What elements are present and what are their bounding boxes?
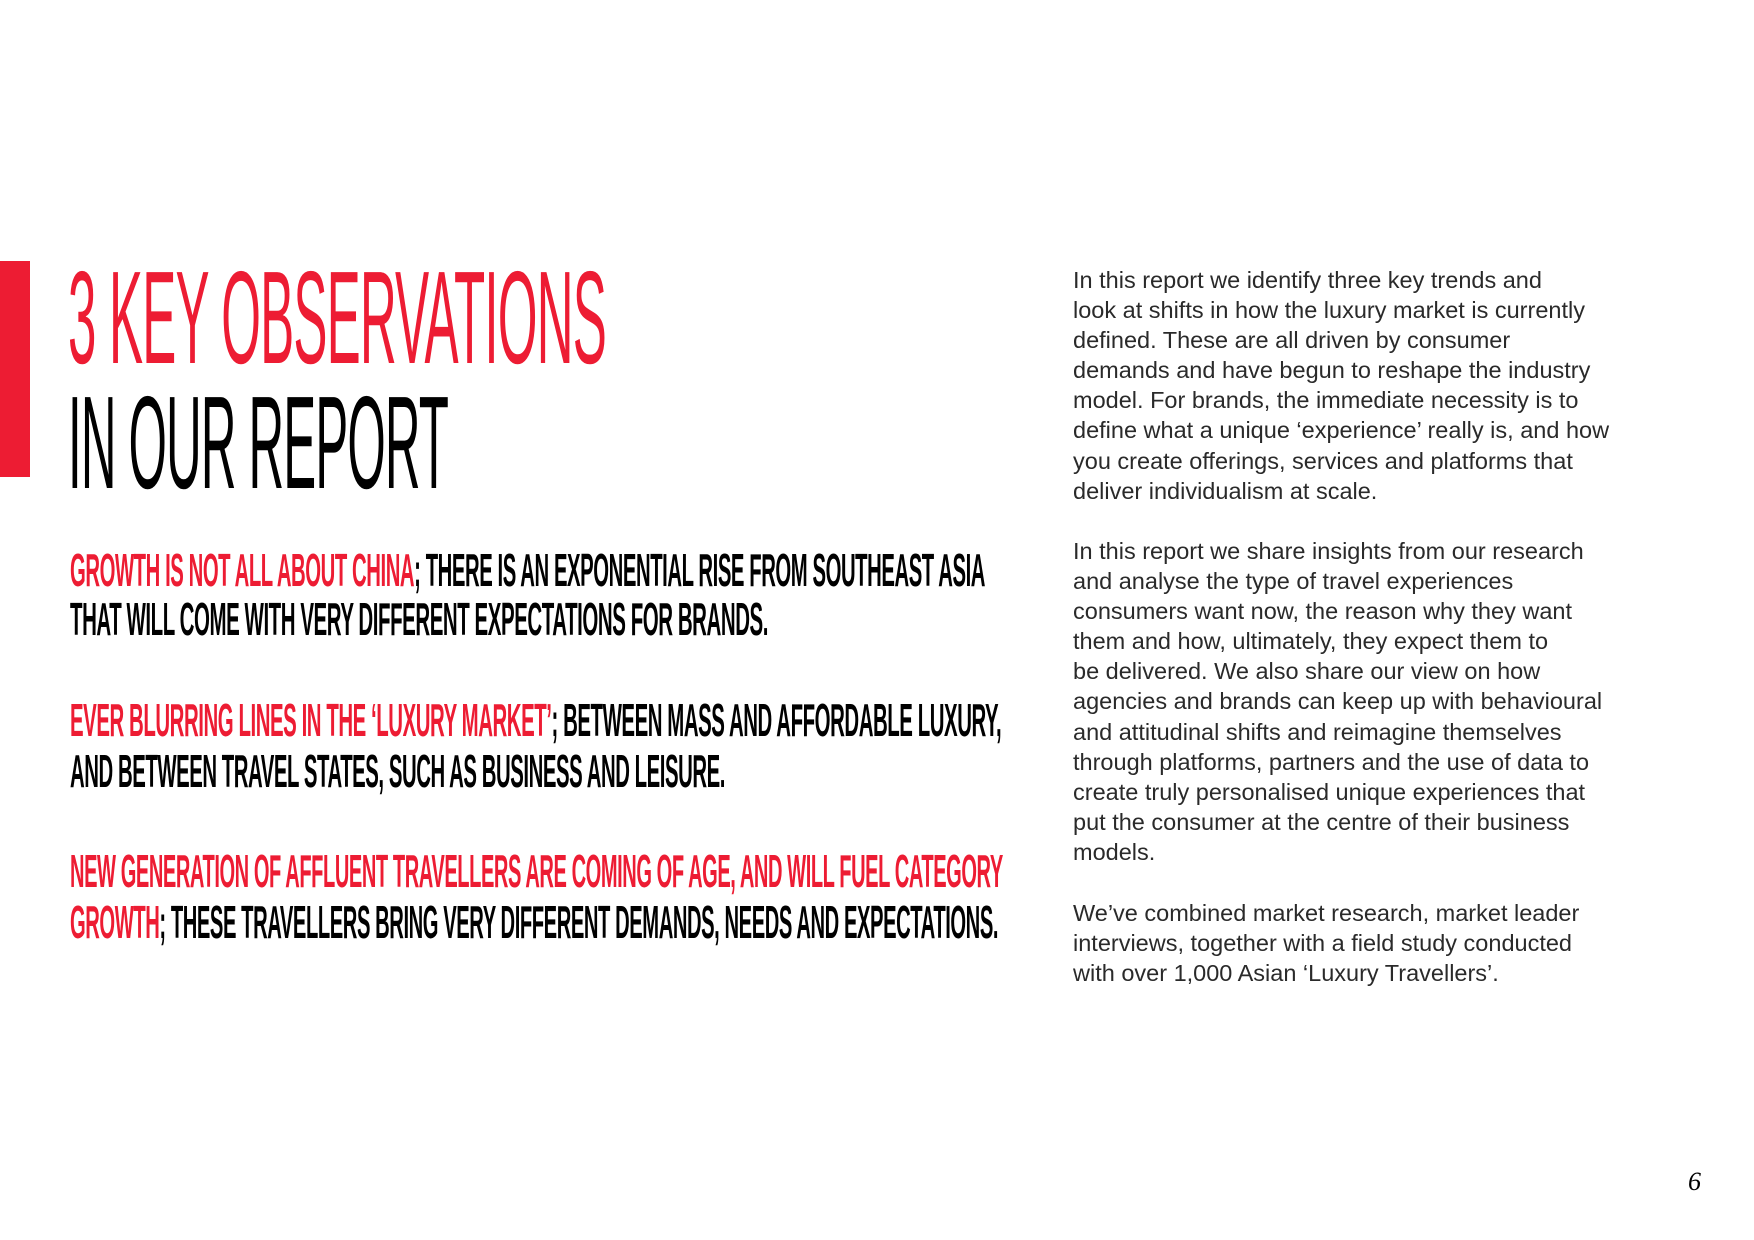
paragraph-line: put the consumer at the centre of their business [1073, 808, 1570, 835]
accent-bar [0, 261, 30, 477]
observation-3-text: ; THESE TRAVELLERS BRING VERY DIFFERENT DEMANDS, NEEDS AND EXPECTATIONS. [159, 896, 999, 948]
paragraph-line: and analyse the type of travel experiences [1073, 568, 1514, 595]
paragraph-line: you create offerings, services and platforms that [1073, 447, 1573, 474]
paragraph-line: look at shifts in how the luxury market is currently [1073, 297, 1585, 324]
page-title-line-2: IN OUR REPORT [68, 369, 449, 516]
paragraph-line: In this report we share insights from our research [1073, 538, 1584, 564]
intro-paragraph-1 [1073, 265, 1693, 506]
paragraph-line: consumers want now, the reason why they want [1073, 598, 1572, 625]
paragraph-line: model. For brands, the immediate necessity is to [1073, 387, 1579, 414]
paragraph-line: define what a unique ‘experience’ really is, and how [1073, 417, 1610, 444]
observation-3-line-1 [70, 845, 1003, 897]
page-number: 6 [1688, 1167, 1701, 1196]
observation-1-highlight: GROWTH IS NOT ALL ABOUT CHINA [70, 544, 415, 596]
paragraph-line: interviews, together with a field study conducted [1073, 930, 1572, 957]
paragraph-line: We’ve combined market research, market leader [1073, 900, 1580, 926]
observation-3-line-2 [70, 896, 999, 948]
observation-2-line-1 [70, 694, 1002, 746]
paragraph-line: agencies and brands can keep up with behavioural [1073, 688, 1603, 715]
paragraph-line: through platforms, partners and the use of data to [1073, 748, 1590, 775]
observation-2-text-cont: AND BETWEEN TRAVEL STATES, SUCH AS BUSINESS AND LEISURE. [70, 745, 725, 797]
paragraph-line: defined. These are all driven by consumer [1073, 327, 1511, 354]
paragraph-line: be delivered. We also share our view on how [1073, 658, 1541, 685]
observation-1-text-cont: THAT WILL COME WITH VERY DIFFERENT EXPECTATIONS FOR BRANDS. [70, 593, 769, 645]
paragraph-line: and attitudinal shifts and reimagine themselves [1073, 718, 1562, 745]
observation-1-line-1 [70, 544, 985, 596]
intro-paragraph-3 [1073, 898, 1693, 988]
observation-2-line-2 [70, 745, 725, 797]
observation-1-line-2 [70, 593, 769, 645]
paragraph-line: In this report we identify three key trends and [1073, 267, 1542, 293]
intro-paragraph-2 [1073, 536, 1693, 867]
observation-2-text: ; BETWEEN MASS AND AFFORDABLE LUXURY, [551, 694, 1002, 746]
paragraph-line: models. [1073, 838, 1156, 865]
observation-3-highlight: NEW GENERATION OF AFFLUENT TRAVELLERS ARE COMING OF AGE, AND WILL FUEL CATEGORY [70, 845, 1003, 897]
observation-3-highlight-cont: GROWTH [70, 896, 160, 948]
paragraph-line: deliver individualism at scale. [1073, 477, 1378, 504]
observation-1-text: ; THERE IS AN EXPONENTIAL RISE FROM SOUTHEAST ASIA [414, 544, 985, 596]
paragraph-line: demands and have begun to reshape the industry [1073, 357, 1591, 384]
paragraph-line: them and how, ultimately, they expect them to [1073, 628, 1549, 655]
paragraph-line: create truly personalised unique experiences that [1073, 778, 1586, 805]
page-title-line-1: 3 KEY OBSERVATIONS [68, 244, 607, 391]
observation-2-highlight: EVER BLURRING LINES IN THE ‘LUXURY MARKET’ [70, 694, 552, 746]
paragraph-line: with over 1,000 Asian ‘Luxury Travellers’. [1073, 960, 1499, 987]
